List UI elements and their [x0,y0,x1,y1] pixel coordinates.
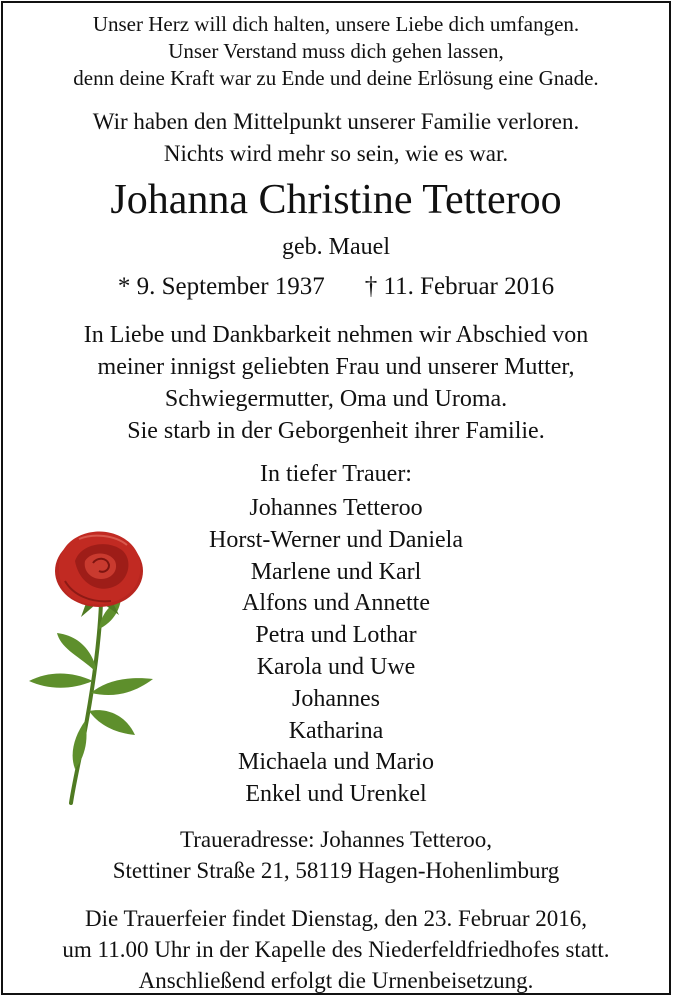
mourner: Enkel und Urenkel [245,781,427,808]
mourning-heading: In tiefer Trauer: [260,461,412,487]
loss-statement [3,106,669,170]
poem [3,11,669,92]
loss-line: Wir haben den Mittelpunkt unserer Familie verloren. [92,109,580,134]
farewell-line: In Liebe und Dankbarkeit nehmen wir Abschied von [83,322,589,348]
loss-line: Nichts wird mehr so sein, wie es war. [163,141,509,166]
poem-line: Unser Verstand muss dich gehen lassen, [168,39,504,63]
deceased-name: Johanna Christine Tetteroo [110,177,562,223]
red-rose-icon [19,521,169,806]
mourner: Johannes [292,685,380,712]
service-line: um 11.00 Uhr in der Kapelle des Niederfeldfriedhofes statt. [62,937,610,962]
farewell-line: meiner innigst geliebten Frau und unserer Mutter, [97,354,575,380]
address-line: Stettiner Straße 21, 58119 Hagen-Hohenlimburg [112,858,560,883]
mourner: Karola und Uwe [256,653,416,680]
service-line: Anschließend erfolgt die Urnenbeisetzung. [138,968,534,993]
farewell-line: Schwiegermutter, Oma und Uroma. [164,386,508,412]
mourner: Marlene und Karl [250,558,422,585]
obituary-notice [1,1,671,995]
mourner: Horst-Werner und Daniela [209,526,463,553]
mourner: Johannes Tetteroo [249,495,423,521]
poem-line: denn deine Kraft war zu Ende und deine Erlösung eine Gnade. [73,66,599,90]
farewell-text [3,319,669,447]
farewell-line: Sie starb in der Geborgenheit ihrer Familie. [127,418,545,444]
service-line: Die Trauerfeier findet Dienstag, den 23. Februar 2016, [84,906,588,931]
mourner: Michaela und Mario [238,749,434,776]
address-line: Traueradresse: Johannes Tetteroo, [179,827,492,852]
mourner: Petra und Lothar [255,622,417,649]
mourner: Alfons und Annette [242,590,430,617]
mourning-address [3,824,669,886]
funeral-service-info [3,903,669,996]
mourner: Katharina [288,717,384,744]
poem-line: Unser Herz will dich halten, unsere Liebe dich umfangen. [92,12,580,36]
death-date: † 11. Februar 2016 [364,273,555,300]
birth-date: * 9. September 1937 [117,273,325,300]
life-dates [3,271,669,303]
maiden-name: geb. Mauel [282,234,390,260]
